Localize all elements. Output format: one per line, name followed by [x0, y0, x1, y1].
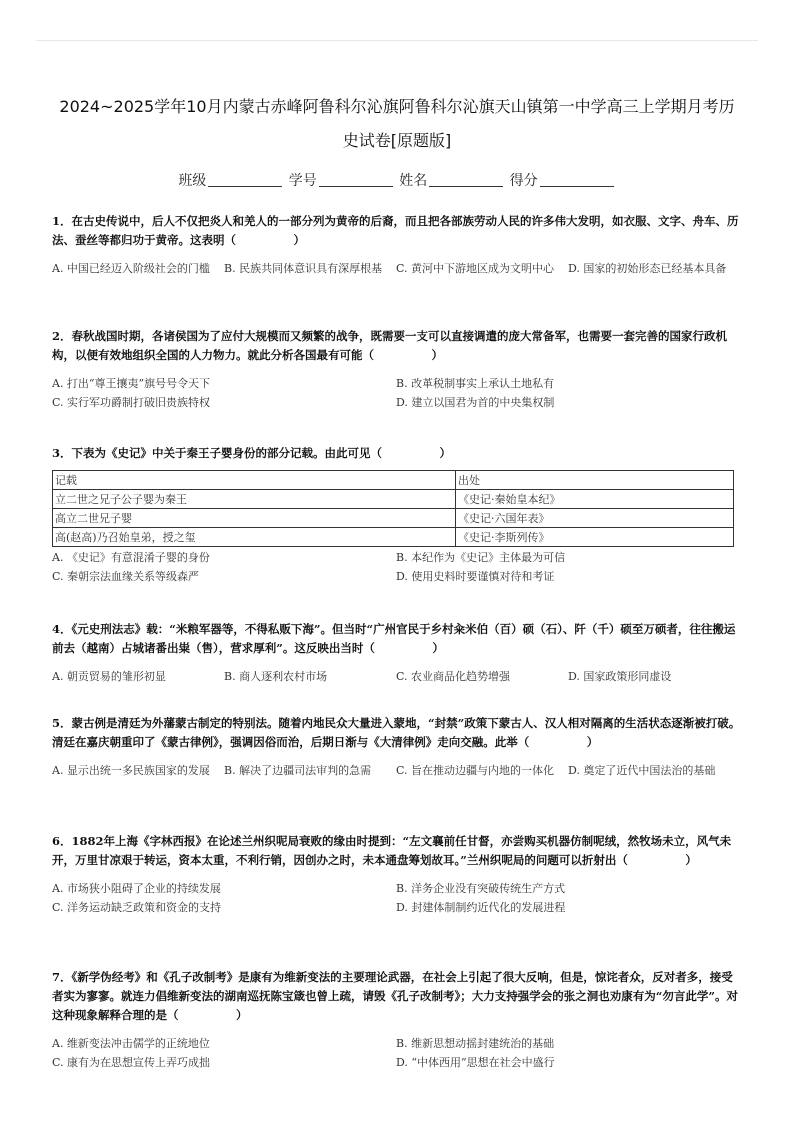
- title-line-1: 2024~2025学年10月内蒙古赤峰阿鲁科尔沁旗阿鲁科尔沁旗天山镇第一中学高三上学期月考历: [59, 97, 735, 116]
- field-class-blank[interactable]: [208, 186, 282, 187]
- field-score-label: 得分: [509, 173, 538, 189]
- option-a[interactable]: A. 打出“尊王攘夷”旗号号令天下: [52, 377, 211, 390]
- option-c[interactable]: C. 实行军功爵制打破旧贵族特权: [52, 396, 211, 409]
- options: [52, 762, 742, 779]
- student-info-row: [0, 170, 794, 190]
- option-a[interactable]: A. 市场狭小阻碍了企业的持续发展: [52, 882, 221, 895]
- table-row: [53, 528, 734, 547]
- question-1: [52, 212, 742, 277]
- field-class-label: 班级: [178, 173, 207, 189]
- option-d[interactable]: D. 国家政策形同虚设: [568, 670, 672, 683]
- option-b[interactable]: B. 商人逐利农村市场: [224, 670, 328, 683]
- options: [52, 1035, 742, 1071]
- question-stem: 5．蒙古例是清廷为外藩蒙古制定的特别法。随着内地民众大量进入蒙地，“封禁”政策下蒙古人、汉人相对隔离的生活状态逐渐被打破。清廷在嘉庆朝重印了《蒙古律例》，强调因俗而治，后期日渐与《大清律例》走向交融。此举（ ）: [52, 716, 741, 749]
- field-name-blank[interactable]: [429, 186, 503, 187]
- option-d[interactable]: D. 使用史料时要谨慎对待和考证: [396, 570, 555, 583]
- question-stem: 4．《元史刑法志》载：“米粮军器等，不得私贩下海”。但当时“广州官民于乡村籴米伯（百）硕（石）、阡（千）硕至万硕者，往往搬运前去（越南）占城诸番出粜（售），营求厚利”。这反映出当时（ ）: [52, 622, 736, 655]
- field-id-label: 学号: [288, 173, 317, 189]
- table-row: [53, 509, 734, 528]
- question-7: [52, 968, 742, 1071]
- question-stem: 6．1882年上海《字林西报》在论述兰州织呢局衰败的缘由时提到：“左文襄前任甘督，亦尝购买机器仿制呢绒，然牧场未立，风气未开，万里甘凉艰于转运，资本太重，不利行销，因创办之时，未本通盘筹划故耳。”兰州织呢局的问题可以折射出（ ）: [52, 834, 732, 867]
- table-cell: 立二世之兄子公子婴为秦王: [53, 490, 456, 509]
- records-table: [52, 470, 734, 547]
- option-a[interactable]: A. 朝贡贸易的雏形初显: [52, 670, 166, 683]
- options: [52, 668, 742, 685]
- question-2: [52, 327, 742, 411]
- option-c[interactable]: C. 康有为在思想宣传上弄巧成拙: [52, 1056, 211, 1069]
- question-3: [52, 444, 742, 585]
- top-divider: [36, 40, 758, 41]
- options: [52, 260, 742, 277]
- option-d[interactable]: D. 国家的初始形态已经基本具备: [568, 262, 727, 275]
- option-a[interactable]: A. 中国已经迈入阶级社会的门槛: [52, 262, 210, 275]
- option-d[interactable]: D. 封建体制制约近代化的发展进程: [396, 901, 566, 914]
- question-5: [52, 714, 742, 779]
- option-a[interactable]: A. 维新变法冲击儒学的正统地位: [52, 1037, 210, 1050]
- option-c[interactable]: C. 农业商品化趋势增强: [396, 670, 511, 683]
- option-b[interactable]: B. 民族共同体意识具有深厚根基: [224, 262, 383, 275]
- question-stem: 3．下表为《史记》中关于秦王子婴身份的部分记载。由此可见（ ）: [52, 446, 451, 460]
- table-cell: 高立二世兄子婴: [53, 509, 456, 528]
- option-c[interactable]: C. 旨在推动边疆与内地的一体化: [396, 764, 555, 777]
- option-b[interactable]: B. 洋务企业没有突破传统生产方式: [396, 882, 566, 895]
- option-b[interactable]: B. 改革税制事实上承认土地私有: [396, 377, 555, 390]
- title-line-2: 史试卷[原题版]: [342, 131, 452, 150]
- option-b[interactable]: B. 解决了边疆司法审判的急需: [224, 764, 372, 777]
- field-id-blank[interactable]: [319, 186, 393, 187]
- option-a[interactable]: A. 《史记》有意混淆子婴的身份: [52, 551, 210, 564]
- table-cell: 高(赵高)乃召始皇弟，授之玺: [53, 528, 456, 547]
- options: [52, 375, 742, 411]
- table-cell: 《史记·秦始皇本纪》: [456, 490, 734, 509]
- question-stem: 2．春秋战国时期，各诸侯国为了应付大规模而又频繁的战争，既需要一支可以直接调遣的庞大常备军，也需要一套完善的国家行政机构，以便有效地组织全国的人力物力。就此分析各国最有可能（ ）: [52, 329, 727, 362]
- option-b[interactable]: B. 本纪作为《史记》主体最为可信: [396, 551, 566, 564]
- options: [52, 880, 742, 916]
- question-stem: 7．《新学伪经考》和《孔子改制考》是康有为维新变法的主要理论武器，在社会上引起了很大反响，但是，惊诧者众，反对者多，接受者实为寥寥。就连力倡维新变法的湖南巡抚陈宝箴也曾上疏，请毁《孔子改制考》；大力支持强学会的张之洞也劝康有为“勿言此学”。对这种现象解释合理的是（ ）: [52, 970, 738, 1022]
- options: [52, 549, 742, 585]
- option-c[interactable]: C. 黄河中下游地区成为文明中心: [396, 262, 555, 275]
- option-b[interactable]: B. 维新思想动摇封建统治的基础: [396, 1037, 555, 1050]
- table-cell: 《史记·六国年表》: [456, 509, 734, 528]
- field-name-label: 姓名: [399, 173, 428, 189]
- question-stem: 1．在古史传说中，后人不仅把炎人和羌人的一部分列为黄帝的后裔，而且把各部族劳动人民的许多伟大发明，如衣服、文字、舟车、历法、蚕丝等都归功于黄帝。这表明（ ）: [52, 214, 739, 247]
- table-cell: 《史记·李斯列传》: [456, 528, 734, 547]
- field-score-blank[interactable]: [540, 186, 614, 187]
- question-4: [52, 620, 742, 685]
- table-header-cell: 出处: [456, 471, 734, 490]
- table-header-row: [53, 471, 734, 490]
- page-title: [30, 90, 764, 158]
- option-c[interactable]: C. 洋务运动缺乏政策和资金的支持: [52, 901, 222, 914]
- question-6: [52, 832, 742, 916]
- option-c[interactable]: C. 秦朝宗法血缘关系等级森严: [52, 570, 200, 583]
- option-d[interactable]: D. 建立以国君为首的中央集权制: [396, 396, 555, 409]
- table-row: [53, 490, 734, 509]
- option-d[interactable]: D. “中体西用”思想在社会中盛行: [396, 1056, 555, 1069]
- option-d[interactable]: D. 奠定了近代中国法治的基础: [568, 764, 716, 777]
- table-header-cell: 记载: [53, 471, 456, 490]
- option-a[interactable]: A. 显示出统一多民族国家的发展: [52, 764, 210, 777]
